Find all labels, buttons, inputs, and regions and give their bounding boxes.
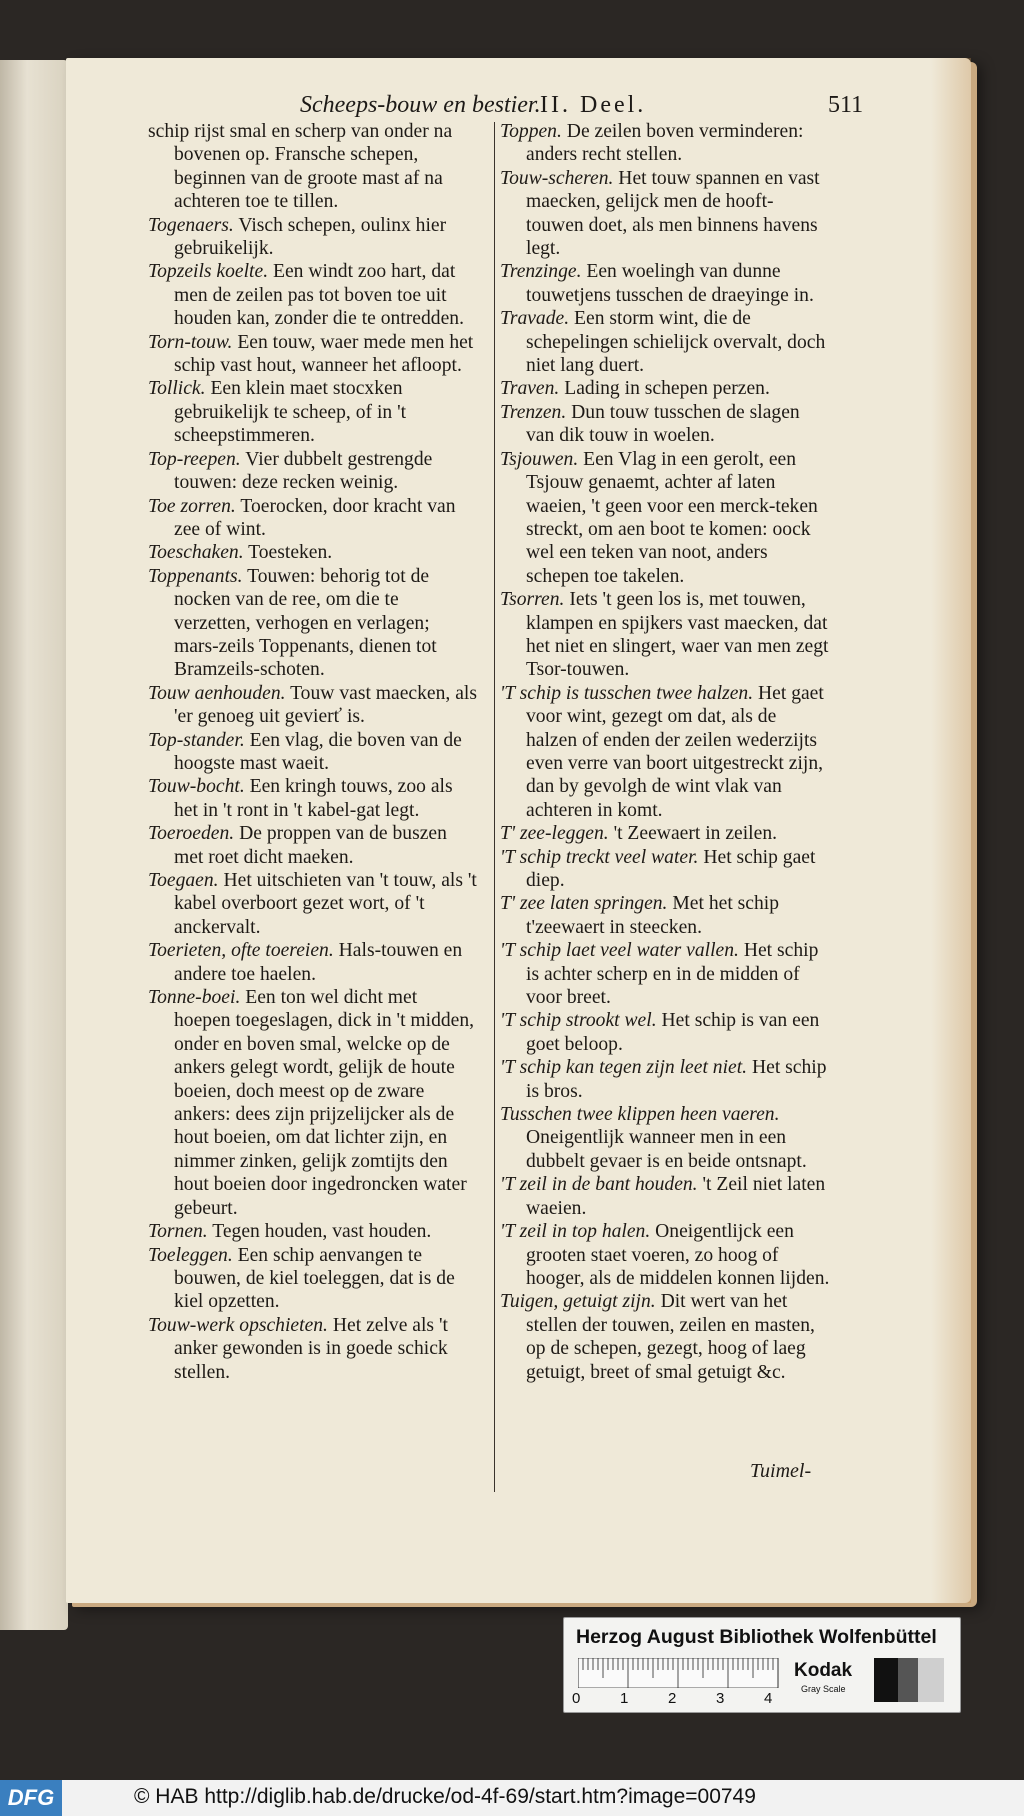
catchword: Tuimel- (750, 1460, 812, 1482)
entry-definition: Dun touw tusschen de slagen van dik touw in woelen. (526, 401, 800, 447)
dictionary-entry (500, 167, 830, 261)
color-calibration-card (563, 1617, 961, 1713)
dictionary-entry (500, 377, 830, 400)
dictionary-entry (148, 214, 478, 261)
entry-headword: Tornen. (148, 1221, 208, 1243)
entry-definition: Oneigentlijk wanneer men in een dubbelt gevaer is en beide ontsnapt. (526, 1127, 807, 1172)
entry-headword: Tonne-boei. (148, 987, 241, 1009)
entry-definition: Een klein maet stocxken gebruikelijk te scheep, of in 't scheepstimmeren. (174, 378, 407, 447)
dictionary-entry (148, 1244, 478, 1314)
dictionary-entry (500, 307, 830, 377)
kodak-brand: Kodak (794, 1660, 853, 1681)
entry-headword: Touw aenhouden. (148, 682, 286, 704)
dictionary-entry (500, 448, 830, 588)
entry-headword: 'T schip kan tegen zijn leet niet. (500, 1057, 748, 1079)
entry-definition: Het schip is van een goet beloop. (526, 1010, 820, 1055)
entry-headword: Toe zorren. (148, 495, 236, 517)
ruler-scale (578, 1658, 798, 1688)
entry-headword: Travade. (500, 308, 570, 330)
dictionary-entry (148, 495, 478, 542)
entry-headword: Tsorren. (500, 589, 565, 611)
dictionary-entry (500, 1009, 830, 1056)
dictionary-entry (148, 331, 478, 378)
entry-definition: Dit wert van het stellen der touwen, zeilen en masten, op de schepen, gezegt, hoog of laeg getuigt, breet of smal getuigt &c. (526, 1291, 815, 1383)
entry-definition: Het gaet voor wint, gezegt om dat, als de halzen of enden der zeilen wederzijts even verre van boort uitgestreckt zijn, dan by gevolgh de wint vlak van achteren in komt. (526, 682, 824, 821)
source-credit-link[interactable]: © HAB http://diglib.hab.de/drucke/od-4f-69/start.htm?image=00749 (134, 1785, 756, 1808)
entry-headword: Toeschaken. (148, 542, 244, 564)
entry-definition: De proppen van de buszen met roet dicht maeken. (174, 823, 447, 868)
entry-definition: Vier dubbelt gestrengde touwen: deze recken weinig. (174, 448, 433, 494)
entry-definition: schip rijst smal en scherp van onder na bovenen op. Fransche schepen, beginnen van de groote mast af na achteren toe te tillen. (148, 121, 453, 213)
entry-definition: Een Vlag in een gerolt, een Tsjouw genaemt, achter af laten waeien, 't geen voor een merck-teken streckt, om aen boot te komen: oock wel een teken van noot, anders schepen toe takelen. (526, 448, 818, 587)
dictionary-entry (500, 120, 830, 167)
entry-headword: 'T zeil in top halen. (500, 1221, 651, 1243)
entry-headword: Tuigen, getuigt zijn. (500, 1291, 656, 1313)
entry-definition: Het touw spannen en vast maecken, gelijck men de hooft-touwen doet, als men binnens havens legt. (526, 167, 820, 260)
entry-headword: Trenzen. (500, 401, 567, 423)
dictionary-entry (500, 588, 830, 682)
dictionary-entry (148, 682, 478, 729)
dictionary-entry (148, 377, 478, 447)
entry-definition: Touwen: behorig tot de nocken van de ree, om die te verzetten, verhogen en verlagen; mars-zeils Toppenants, dienen tot Bramzeils-schoten. (174, 565, 437, 681)
entry-headword: Touw-scheren. (500, 167, 614, 189)
dictionary-entry (500, 260, 830, 307)
ruler-number: 0 (572, 1690, 581, 1707)
entry-headword: 'T schip strookt wel. (500, 1010, 657, 1032)
dictionary-entry (500, 1103, 830, 1173)
entry-definition: Een ton wel dicht met hoepen toegeslagen, dick in 't midden, onder en boven smal, welcke op de ankers gelegt wordt, gelijk de houte boeien, doch meest op de zware ankers: dees zijn prijzelijcker als de hout boeien, om dat lichter zijn, en nimmer zinken, gelijk zomtijts den hout boeien door ingedroncken water gebeurt. (174, 987, 475, 1219)
entry-definition: Tegen houden, vast houden. (212, 1221, 432, 1243)
dictionary-entry (148, 541, 478, 564)
entry-definition: Lading in schepen perzen. (564, 378, 770, 400)
entry-definition: Het schip gaet diep. (526, 846, 816, 891)
entry-headword: Touw-bocht. (148, 776, 245, 798)
dictionary-entry (500, 822, 830, 845)
dictionary-entry (148, 1220, 478, 1243)
dictionary-entry (500, 682, 830, 822)
dictionary-entry (148, 986, 478, 1220)
ruler-number: 3 (716, 1690, 725, 1707)
entry-definition: Het schip is achter scherp en in de midden of voor breet. (526, 940, 819, 1009)
right-column (500, 120, 830, 1384)
entry-definition: Een kringh touws, zoo als het in 't ront in 't kabel-gat legt. (174, 776, 453, 821)
dictionary-entry (500, 1220, 830, 1290)
entry-definition: Een vlag, die boven van de hoogste mast waeit. (174, 729, 462, 774)
dictionary-entry (148, 260, 478, 330)
dictionary-entry (148, 120, 478, 214)
column-rule (494, 122, 495, 1492)
dictionary-entry (148, 775, 478, 822)
entry-definition: Het uitschieten van 't touw, als 't kabel overboort gezet wort, of 't anckervalt. (174, 870, 477, 938)
entry-definition: Een woelingh van dunne touwetjens tusschen de draeyinge in. (526, 261, 814, 306)
entry-headword: 'T zeil in de bant houden. (500, 1174, 698, 1196)
entry-headword: Top-stander. (148, 729, 245, 751)
left-column (148, 120, 478, 1384)
dictionary-entry (500, 1290, 830, 1384)
entry-definition: Iets 't geen los is, met touwen, klampen en spijkers vast maecken, dat het niet en slingert, waer van men zegt Tsor-touwen. (526, 589, 829, 681)
entry-headword: 'T schip is tusschen twee halzen. (500, 682, 754, 704)
entry-headword: Tollick. (148, 378, 206, 400)
entry-definition: 't Zeil niet laten waeien. (526, 1174, 826, 1219)
dictionary-entry (500, 846, 830, 893)
entry-definition: Een windt zoo hart, dat men de zeilen pas tot boven toe uit houden kan, zonder die te ontredden. (174, 261, 464, 330)
entry-definition: Een storm wint, die de schepelingen schielijck overvalt, doch niet lang duert. (526, 308, 826, 377)
entry-headword: Tsjouwen. (500, 448, 579, 470)
entry-headword: Trenzinge. (500, 261, 582, 283)
running-head-part: II. Deel. (540, 92, 647, 118)
ruler-number: 1 (620, 1690, 629, 1707)
gray-scale-caption: Gray Scale (801, 1684, 846, 1694)
entry-headword: Touw-werk opschieten. (148, 1314, 328, 1336)
entry-headword: Toppenants. (148, 565, 243, 587)
running-head-title: Scheeps-bouw en bestier. (300, 92, 541, 118)
entry-headword: Traven. (500, 378, 560, 400)
entry-definition: Oneigentlijck een grooten staet voeren, zo hoog of hooger, als de middelen konnen lijden. (526, 1221, 830, 1289)
dictionary-entry (148, 1314, 478, 1384)
entry-definition: 't Zeewaert in zeilen. (613, 823, 778, 845)
gray-scale-chip (874, 1658, 944, 1702)
entry-definition: Toesteken. (248, 542, 333, 564)
entry-headword: Torn-touw. (148, 331, 233, 353)
entry-definition: Een schip aenvangen te bouwen, de kiel toeleggen, dat is de kiel opzetten. (174, 1244, 455, 1313)
dictionary-entry (500, 1056, 830, 1103)
ruler-number: 4 (764, 1690, 773, 1707)
dictionary-entry (148, 939, 478, 986)
dictionary-entry (148, 448, 478, 495)
dictionary-entry (500, 401, 830, 448)
entry-definition: Het schip is bros. (526, 1057, 827, 1102)
dfg-logo: DFG (0, 1780, 62, 1816)
entry-definition: Het zelve als 't anker gewonden is in goede schick stellen. (174, 1314, 448, 1383)
entry-definition: Visch schepen, oulinx hier gebruikelijk. (174, 214, 447, 260)
entry-headword: 'T schip treckt veel water. (500, 846, 699, 868)
ruler-numbers (572, 1690, 772, 1710)
dictionary-entry (500, 1173, 830, 1220)
dictionary-entry (148, 822, 478, 869)
entry-headword: Toerieten, ofte toereien. (148, 940, 334, 962)
facing-page-edge (0, 60, 68, 1630)
entry-definition: Een touw, waer mede men het schip vast hout, wanneer het afloopt. (174, 331, 474, 377)
entry-headword: T' zee laten springen. (500, 893, 668, 915)
entry-definition: Touw vast maecken, als 'er genoeg uit gevierť is. (174, 682, 477, 728)
page-number: 511 (828, 92, 864, 118)
entry-headword: Toegaen. (148, 870, 219, 891)
dictionary-entry (500, 939, 830, 1009)
entry-headword: Toeleggen. (148, 1244, 233, 1266)
entry-headword: Toppen. (500, 121, 562, 142)
entry-headword: Tusschen twee klippen heen vaeren. (500, 1104, 780, 1126)
entry-definition: Toerocken, door kracht van zee of wint. (174, 495, 456, 540)
entry-headword: Toeroeden. (148, 823, 235, 845)
ruler-number: 2 (668, 1690, 677, 1707)
dictionary-entry (148, 869, 478, 939)
dictionary-entry (500, 892, 830, 939)
dictionary-entry (148, 565, 478, 682)
entry-definition: Met het schip t'zeewaert in steecken. (526, 893, 780, 938)
dictionary-entry (148, 729, 478, 776)
entry-definition: Hals-touwen en andere toe haelen. (174, 940, 463, 985)
entry-headword: Topzeils koelte. (148, 261, 269, 283)
entry-headword: Togenaers. (148, 214, 234, 236)
entry-definition: De zeilen boven verminderen: anders recht stellen. (526, 121, 804, 166)
entry-headword: 'T schip laet veel water vallen. (500, 940, 739, 962)
library-name: Herzog August Bibliothek Wolfenbüttel (576, 1626, 937, 1648)
footer-bar (0, 1780, 1024, 1816)
entry-headword: T' zee-leggen. (500, 823, 609, 845)
entry-headword: Top-reepen. (148, 448, 241, 470)
